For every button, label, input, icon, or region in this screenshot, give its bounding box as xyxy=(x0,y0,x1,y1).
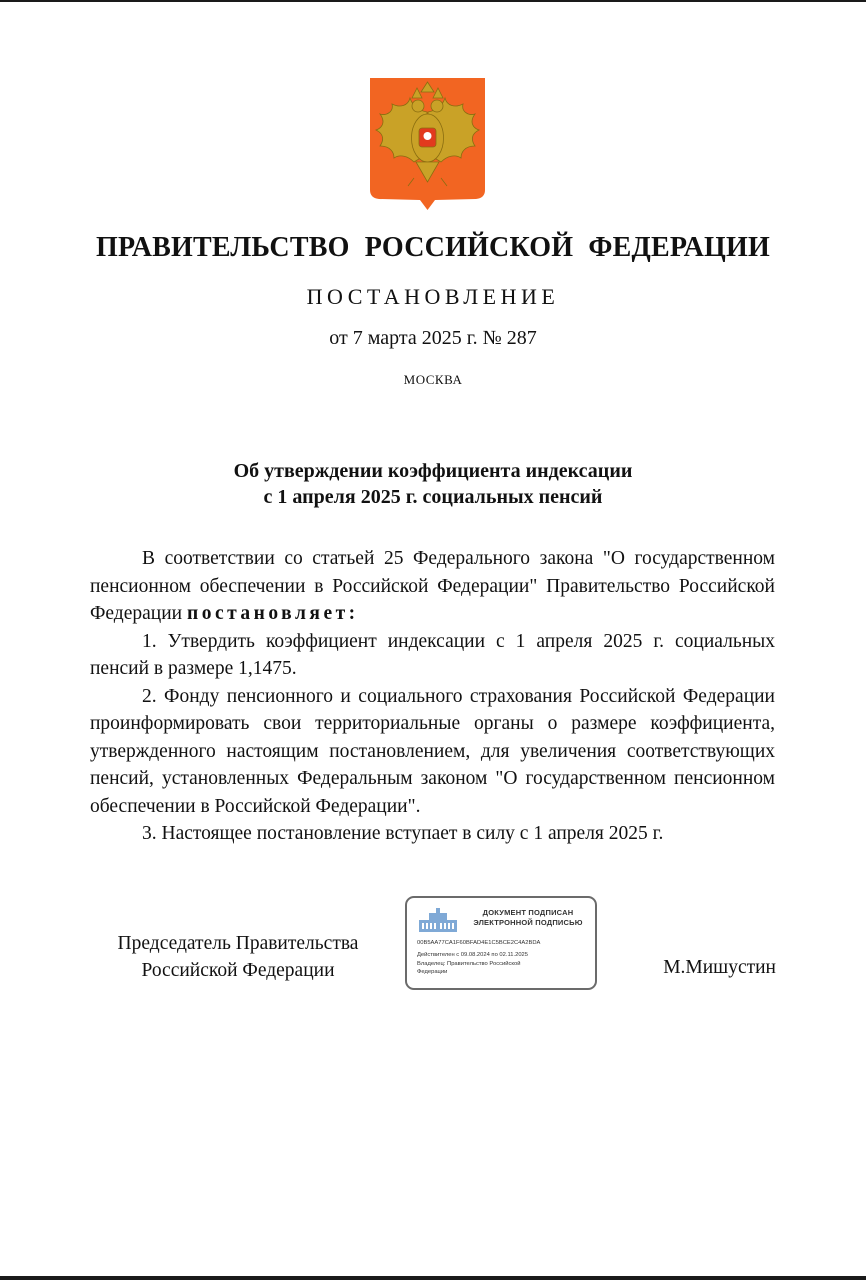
stamp-title-line-1: ДОКУМЕНТ ПОДПИСАН xyxy=(482,908,574,917)
document-body xyxy=(90,545,775,848)
bottom-border xyxy=(0,1276,866,1280)
item-2: 2. Фонду пенсионного и социального страхования Российской Федерации проинформировать свои территориальные органы о размере коэффициента, утвержденного настоящим постановлением, для увеличения соответствующих пенсий, установленных Федеральным законом "О государственном пенсионном обеспечении в Российской Федерации". xyxy=(90,685,775,817)
document-date-number: от 7 марта 2025 г. № 287 xyxy=(329,327,537,349)
certificate-owner-line-1: Владелец: Правительство Российской xyxy=(417,961,521,967)
subject-line-2: с 1 апреля 2025 г. социальных пенсий xyxy=(263,486,603,508)
certificate-owner-line-2: Федерации xyxy=(417,969,448,975)
preamble-text: В соответствии со статьей 25 Федерального закона "О государственном пенсионном обеспечении в Российской Федерации" Правительство Российской Федерации xyxy=(90,548,775,624)
signatory-name: М.Мишустин xyxy=(663,957,776,978)
preamble-paragraph xyxy=(90,545,775,628)
stamp-title-line-2: ЭЛЕКТРОННОЙ ПОДПИСЬЮ xyxy=(473,918,583,927)
item-1: 1. Утвердить коэффициент индексации с 1 апреля 2025 г. социальных пенсий в размере 1,1475. xyxy=(90,630,775,679)
decree-word: постановляет: xyxy=(186,603,359,624)
document-type: ПОСТАНОВЛЕНИЕ xyxy=(306,284,560,309)
subject-line-1: Об утверждении коэффициента индексации xyxy=(233,460,633,482)
building-icon xyxy=(417,908,459,934)
position-line-2: Российской Федерации xyxy=(141,960,335,981)
signatory-position xyxy=(88,930,388,984)
coat-of-arms-icon xyxy=(370,78,485,210)
document-subject xyxy=(120,458,746,510)
position-line-1: Председатель Правительства xyxy=(117,933,359,954)
government-title: ПРАВИТЕЛЬСТВО РОССИЙСКОЙ ФЕДЕРАЦИИ xyxy=(96,232,770,263)
stamp-title xyxy=(465,908,591,928)
certificate-validity: Действителен с 09.08.2024 по 02.11.2025 xyxy=(417,952,528,958)
electronic-signature-stamp xyxy=(405,896,597,990)
item-3: 3. Настоящее постановление вступает в силу с 1 апреля 2025 г. xyxy=(142,823,664,844)
document-city: МОСКВА xyxy=(403,372,463,387)
certificate-number: 00B5AA77CA1F60BFAD4E1C5BCE2C4A2BDA xyxy=(417,940,541,946)
top-border xyxy=(0,0,866,2)
